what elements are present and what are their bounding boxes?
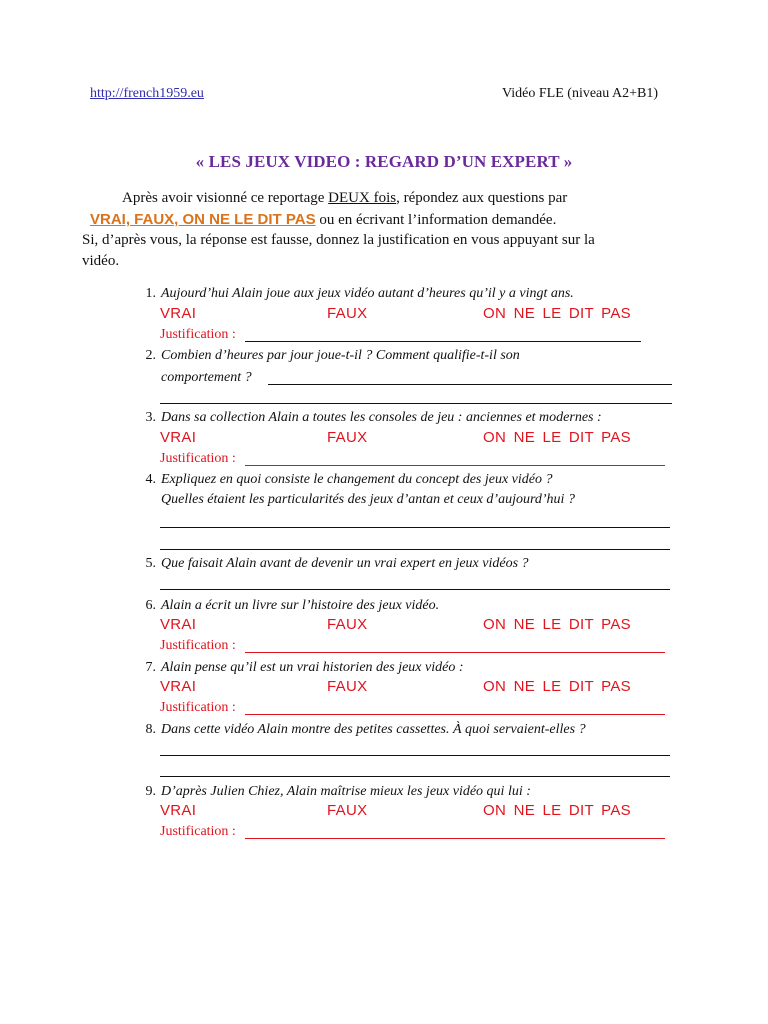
vrai-option[interactable]: VRAI <box>160 678 197 695</box>
question-text: Dans sa collection Alain a toutes les consoles de jeu : anciennes et modernes : <box>161 410 602 425</box>
intro-line-3 <box>82 230 692 272</box>
answer-line[interactable] <box>160 589 670 590</box>
question-number: 7. <box>145 660 156 675</box>
intro-line-2 <box>90 209 700 231</box>
question-number: 8. <box>145 722 156 737</box>
intro-text: Si, d’après vous, la réponse est fausse, donnez la justification en vous appuyant sur la <box>82 232 595 248</box>
justification-label: Justification : <box>160 700 236 715</box>
question-number: 6. <box>145 598 156 613</box>
intro-emphasis: DEUX fois <box>328 190 397 206</box>
level-label: Vidéo FLE (niveau A2+B1) <box>502 86 658 101</box>
question-text: Alain a écrit un livre sur l’histoire des jeux vidéo. <box>161 598 440 613</box>
justification-line[interactable] <box>245 714 665 715</box>
faux-option[interactable]: FAUX <box>327 616 368 633</box>
on-ne-le-dit-pas-option[interactable]: ON NE LE DIT PAS <box>483 616 631 633</box>
vrai-option[interactable]: VRAI <box>160 616 197 633</box>
answer-options-highlight: VRAI, FAUX, ON NE LE DIT PAS <box>90 211 316 228</box>
question-number: 1. <box>145 286 156 301</box>
question-number: 5. <box>145 556 156 571</box>
justification-line[interactable] <box>245 465 665 466</box>
justification-label: Justification : <box>160 824 236 839</box>
answer-line[interactable] <box>160 776 670 777</box>
question-text: Quelles étaient les particularités des jeux d’antan et ceux d’aujourd’hui ? <box>161 492 575 507</box>
question-text: comportement ? <box>161 370 252 385</box>
on-ne-le-dit-pas-option[interactable]: ON NE LE DIT PAS <box>483 429 631 446</box>
question-number: 3. <box>145 410 156 425</box>
question-text: Combien d’heures par jour joue-t-il ? Comment qualifie-t-il son <box>161 348 520 363</box>
justification-line[interactable] <box>245 838 665 839</box>
justification-line[interactable] <box>245 341 641 342</box>
vrai-option[interactable]: VRAI <box>160 305 197 322</box>
faux-option[interactable]: FAUX <box>327 678 368 695</box>
answer-line[interactable] <box>160 527 670 528</box>
question-text: Alain pense qu’il est un vrai historien des jeux vidéo : <box>161 660 464 675</box>
question-number: 4. <box>145 472 156 487</box>
answer-line[interactable] <box>268 384 672 385</box>
question-text: Aujourd’hui Alain joue aux jeux vidéo autant d’heures qu’il y a vingt ans. <box>161 286 574 301</box>
justification-label: Justification : <box>160 638 236 653</box>
vrai-option[interactable]: VRAI <box>160 429 197 446</box>
faux-option[interactable]: FAUX <box>327 305 368 322</box>
justification-label: Justification : <box>160 327 236 342</box>
question-text: Expliquez en quoi consiste le changement du concept des jeux vidéo ? <box>161 472 553 487</box>
on-ne-le-dit-pas-option[interactable]: ON NE LE DIT PAS <box>483 678 631 695</box>
question-text: D’après Julien Chiez, Alain maîtrise mieux les jeux vidéo qui lui : <box>161 784 531 799</box>
question-text: Que faisait Alain avant de devenir un vrai expert en jeux vidéos ? <box>161 556 529 571</box>
answer-line[interactable] <box>160 403 672 404</box>
question-text: Dans cette vidéo Alain montre des petites cassettes. À quoi servaient-elles ? <box>161 722 586 737</box>
intro-text: vidéo. <box>82 253 120 269</box>
faux-option[interactable]: FAUX <box>327 802 368 819</box>
intro-text: ou en écrivant l’information demandée. <box>315 212 557 228</box>
justification-label: Justification : <box>160 451 236 466</box>
website-link[interactable]: http://french1959.eu <box>90 86 204 101</box>
question-number: 2. <box>145 348 156 363</box>
answer-line[interactable] <box>160 755 670 756</box>
intro-line-1 <box>82 188 692 209</box>
faux-option[interactable]: FAUX <box>327 429 368 446</box>
on-ne-le-dit-pas-option[interactable]: ON NE LE DIT PAS <box>483 802 631 819</box>
intro-text: Après avoir visionné ce reportage <box>122 190 329 206</box>
justification-line[interactable] <box>245 652 665 653</box>
question-number: 9. <box>145 784 156 799</box>
intro-text: , répondez aux questions par <box>396 190 568 206</box>
on-ne-le-dit-pas-option[interactable]: ON NE LE DIT PAS <box>483 305 631 322</box>
page-title: « LES JEUX VIDEO : REGARD D’UN EXPERT » <box>195 152 573 171</box>
vrai-option[interactable]: VRAI <box>160 802 197 819</box>
answer-line[interactable] <box>160 549 670 550</box>
